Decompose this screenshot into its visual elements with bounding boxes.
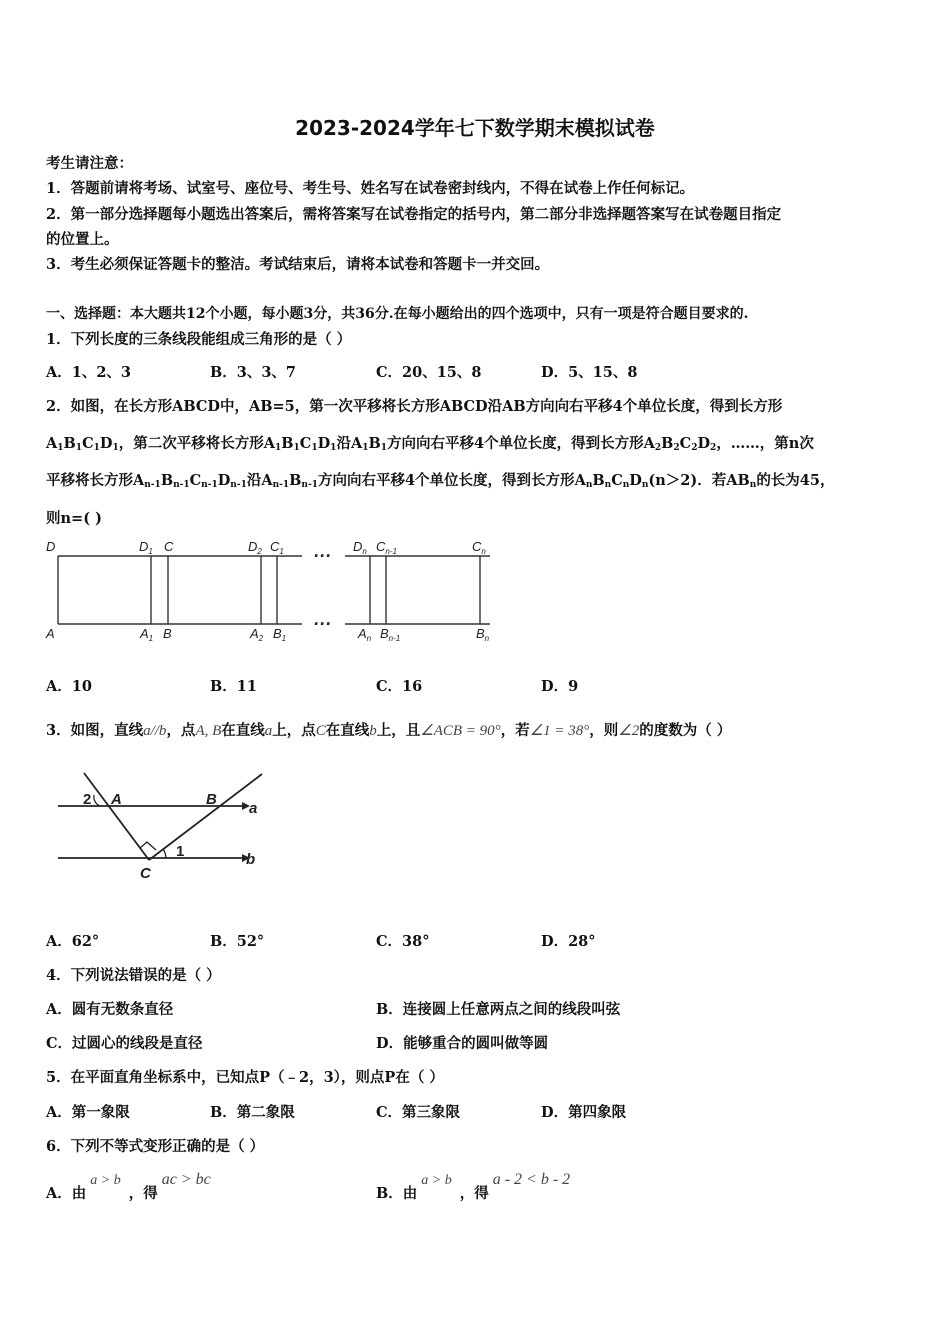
question-1-option-c[interactable]: C．20、15、8	[376, 364, 482, 381]
notice-item-3: 3．考生必须保证答题卡的整洁。考试结束后，请将本试卷和答题卡一并交回。	[46, 256, 550, 273]
question-4-stem: 4．下列说法错误的是（ ）	[46, 967, 221, 984]
question-4-option-c[interactable]: C．过圆心的线段是直径	[46, 1035, 203, 1052]
question-1-option-b[interactable]: B．3、3、7	[210, 364, 297, 381]
question-2-line-4: 则n=( )	[46, 510, 102, 527]
notice-item-2: 2．第一部分选择题每小题选出答案后，需将答案写在试卷指定的括号内，第二部分非选择题答案写在试卷题目指定	[46, 206, 782, 223]
question-2-option-b[interactable]: B．11	[210, 678, 257, 695]
question-5-option-c[interactable]: C．第三象限	[376, 1104, 461, 1121]
fig3-label-line-b: b	[246, 851, 256, 868]
question-2-option-c[interactable]: C．16	[376, 678, 423, 695]
question-6-stem: 6．下列不等式变形正确的是（ ）	[46, 1138, 265, 1155]
fig3-label-line-a: a	[249, 800, 258, 817]
fig2-label-bn: $B_n$	[476, 626, 490, 643]
fig3-angle-2-arc	[94, 795, 100, 806]
question-4-option-b[interactable]: B．连接圆上任意两点之间的线段叫弦	[376, 1001, 621, 1018]
fig2-dots-bottom: ···	[313, 614, 331, 634]
fig2-label-d: D	[46, 539, 56, 554]
fig2-label-d2: $D_2$	[248, 539, 262, 556]
fig3-angle-1-arc	[163, 849, 166, 858]
question-3-stem: 3．如图，直线a//b，点A, B在直线a上，点C在直线b上，且∠ACB = 90°，若∠1 = 38°，则∠2的度数为（ ）	[46, 722, 732, 739]
fig2-label-cn1: $C_{n-1}$	[376, 539, 397, 556]
question-3-option-d[interactable]: D．28°	[541, 933, 596, 950]
fig3-label-2: 2	[83, 791, 92, 808]
question-5-option-d[interactable]: D．第四象限	[541, 1104, 627, 1121]
question-2-figure	[40, 536, 510, 648]
fig2-label-an: $A_n$	[358, 626, 372, 643]
question-2-option-a[interactable]: A．10	[46, 678, 92, 695]
question-4-option-d[interactable]: D．能够重合的圆叫做等圆	[376, 1035, 549, 1052]
question-2-line-1: 2．如图，在长方形ABCD中，AB=5，第一次平移将长方形ABCD沿AB方向向右平移4个单位长度，得到长方形	[46, 398, 783, 415]
fig2-label-a2: $A_2$	[250, 626, 264, 643]
section-heading: 一、选择题：本大题共12个小题，每小题3分，共36分.在每小题给出的四个选项中，只有一项是符合题目要求的.	[46, 306, 749, 322]
notice-item-1: 1．答题前请将考场、试室号、座位号、考生号、姓名写在试卷密封线内，不得在试卷上作任何标记。	[46, 180, 695, 197]
question-1-option-d[interactable]: D．5、15、8	[541, 364, 638, 381]
question-2-option-d[interactable]: D．9	[541, 678, 579, 695]
question-1-option-a[interactable]: A．1、2、3	[46, 364, 132, 381]
fig3-label-a: A	[111, 791, 122, 808]
page-title: 2023-2024学年七下数学期末模拟试卷	[295, 116, 655, 140]
fig3-label-c: C	[140, 865, 151, 882]
fig3-line-bc	[149, 774, 262, 860]
question-3-option-a[interactable]: A．62°	[46, 933, 100, 950]
fig2-label-cn: $C_n$	[472, 539, 486, 556]
notice-heading: 考生请注意：	[46, 155, 133, 172]
question-5-option-b[interactable]: B．第二象限	[210, 1104, 295, 1121]
question-3-option-b[interactable]: B．52°	[210, 933, 265, 950]
fig2-label-bn1: $B_{n-1}$	[380, 626, 401, 643]
fig3-label-b: B	[206, 791, 217, 808]
fig3-right-angle-mark	[140, 842, 156, 850]
question-5-stem: 5．在平面直角坐标系中，已知点P（﹣2，3），则点P在（ ）	[46, 1069, 444, 1086]
question-4-option-a[interactable]: A．圆有无数条直径	[46, 1001, 174, 1018]
fig2-label-a1: $A_1$	[140, 626, 154, 643]
fig2-label-dn: $D_n$	[353, 539, 367, 556]
fig2-label-c: C	[164, 539, 174, 554]
question-1-stem: 1．下列长度的三条线段能组成三角形的是（ ）	[46, 331, 352, 348]
question-6-option-b[interactable]: B．由a > b，得a - 2 < b - 2	[376, 1171, 571, 1202]
fig2-label-b1: $B_1$	[273, 626, 287, 643]
fig3-label-1: 1	[176, 843, 185, 860]
fig2-label-b: B	[163, 626, 172, 641]
question-6-option-a[interactable]: A．由a > b，得ac > bc	[46, 1171, 211, 1202]
fig3-line-ac	[84, 773, 149, 860]
question-5-option-a[interactable]: A．第一象限	[46, 1104, 130, 1121]
question-3-option-c[interactable]: C．38°	[376, 933, 430, 950]
question-2-line-3: 平移将长方形$A_{n-1}B_{n-1}C_{n-1}D_{n-1}$沿$A_{n-1}B_{n-1}$方向向右平移4个单位长度，得到长方形$A_nB_nC_nD_n(n>2)$．若$AB_n$的长为45，	[46, 472, 835, 490]
question-2-line-2: $A_1B_1C_1D_1$，第二次平移将长方形$A_1B_1C_1D_1$沿$A_1B_1$方向向右平移4个单位长度，得到长方形$A_2B_2C_2D_2$，……，第n次	[46, 435, 814, 453]
notice-item-2-cont: 的位置上。	[46, 231, 119, 248]
fig2-label-a: A	[46, 626, 55, 641]
fig2-label-c1: $C_1$	[270, 539, 284, 556]
question-3-figure	[50, 768, 270, 886]
fig2-dots-top: ···	[313, 546, 331, 566]
fig2-label-d1: $D_1$	[139, 539, 153, 556]
